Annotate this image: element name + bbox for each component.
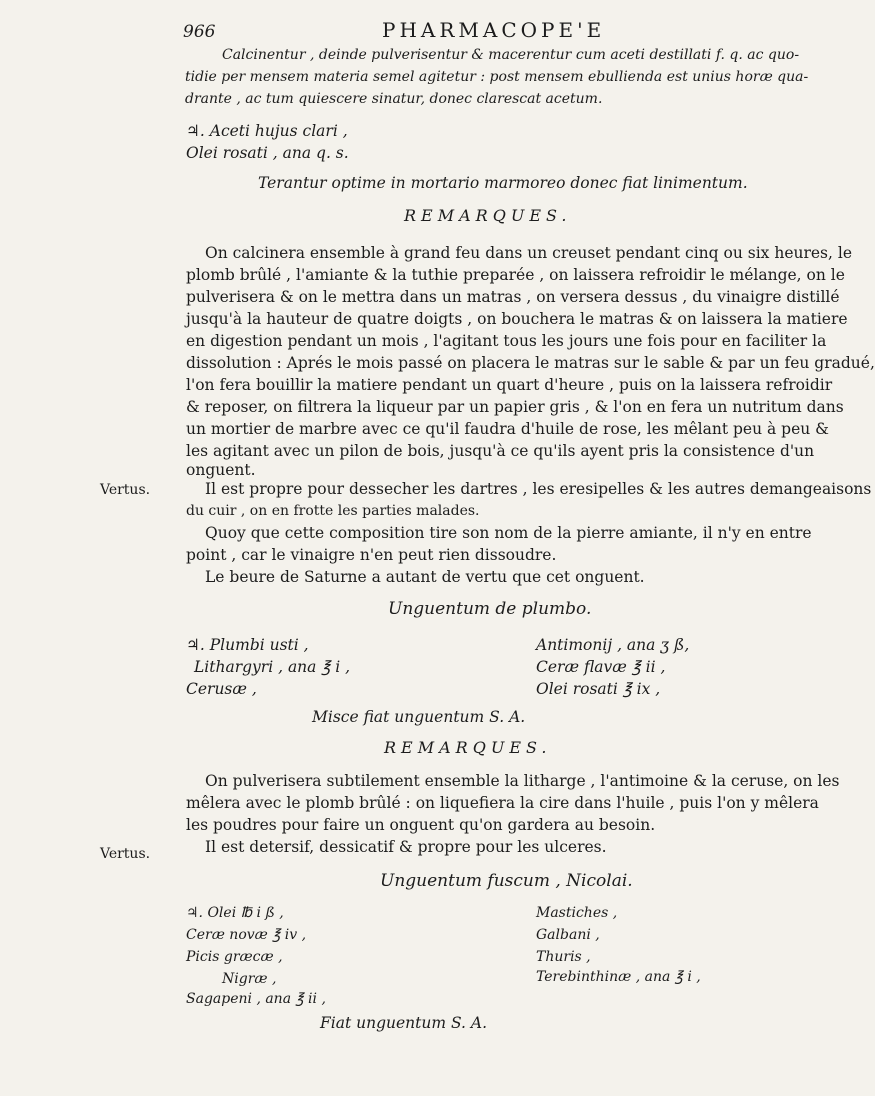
paragraph-line: Quoy que cette composition tire son nom de la pierre amiante, il n'y en entre: [205, 524, 812, 542]
paragraph-line: Le beure de Saturne a autant de vertu que cet onguent.: [205, 568, 645, 586]
recipe-line: Galbani ,: [536, 927, 600, 943]
recipe-line: Mastiches ,: [536, 905, 618, 921]
recipe-line: Thuris ,: [536, 949, 591, 965]
recipe-instruction: Fiat unguentum S. A.: [320, 1014, 488, 1032]
remarques-line: en digestion pendant un mois , l'agitant tous les jours une fois pour en faciliter la: [186, 332, 827, 350]
page-number: 966: [183, 22, 216, 42]
recipe-line: Cerusæ ,: [186, 680, 257, 698]
recipe-line: Antimonij , ana ʒ ß,: [536, 636, 690, 654]
recipe-line: Olei rosati ℥ ix ,: [536, 680, 661, 698]
recipe-instruction: Terantur optime in mortario marmoreo donec fiat linimentum.: [258, 174, 748, 192]
remarques-heading: REMARQUES.: [384, 738, 552, 757]
recipe-line: Sagapeni , ana ℥ ii ,: [186, 991, 326, 1007]
remarques-line: dissolution : Aprés le mois passé on placera le matras sur le sable & par un feu gradué,: [186, 354, 875, 372]
remarques-line: les agitant avec un pilon de bois, jusqu'à ce qu'ils ayent pris la consistence d'un: [186, 442, 815, 460]
intro-latin-line: tidie per mensem materia semel agitetur : post mensem ebullienda est unius horæ qua-: [185, 69, 809, 85]
intro-latin-line: drante , ac tum quiescere sinatur, donec clarescat acetum.: [185, 91, 603, 107]
recipe-line: Ceræ flavæ ℥ ii ,: [536, 658, 666, 676]
remarques-line: On pulverisera subtilement ensemble la litharge , l'antimoine & la ceruse, on les: [205, 772, 840, 790]
recipe-line: Terebinthinæ , ana ℥ i ,: [536, 969, 701, 985]
recipe-line: Lithargyri , ana ℥ i ,: [194, 658, 351, 676]
recipe-line: ♃. Plumbi usti ,: [186, 636, 309, 654]
remarques-line: l'on fera bouillir la matiere pendant un quart d'heure , puis on la laissera refroidir: [186, 376, 833, 394]
remarques-line: & reposer, on filtrera la liqueur par un papier gris , & l'on en fera un nutritum dans: [186, 398, 844, 416]
remarques-line: On calcinera ensemble à grand feu dans un creuset pendant cinq ou six heures, le: [205, 244, 852, 262]
remarques-line: jusqu'à la hauteur de quatre doigts , on bouchera le matras & on laissera la matiere: [186, 310, 848, 328]
margin-note-vertus: Vertus.: [100, 482, 151, 498]
recipe-title: Unguentum fuscum , Nicolai.: [380, 871, 633, 891]
remarques-line: plomb brûlé , l'amiante & la tuthie preparée , on laissera refroidir le mélange, on le: [186, 266, 845, 284]
remarques-line: un mortier de marbre avec ce qu'il faudra d'huile de rose, les mêlant peu à peu &: [186, 420, 829, 438]
remarques-heading: REMARQUES.: [404, 206, 572, 225]
vertus-line: Il est detersif, dessicatif & propre pour les ulceres.: [205, 838, 607, 856]
remarques-line: mêlera avec le plomb brûlé : on liquefiera la cire dans l'huile , puis l'on y mêlera: [186, 794, 819, 812]
margin-note-vertus: Vertus.: [100, 846, 151, 862]
remarques-line: pulverisera & on le mettra dans un matras , on versera dessus , du vinaigre distillé: [186, 288, 840, 306]
paragraph-line: point , car le vinaigre n'en peut rien dissoudre.: [186, 546, 557, 564]
recipe-line: Olei rosati , ana q. s.: [186, 144, 349, 162]
vertus-line: Il est propre pour dessecher les dartres , les eresipelles & les autres demangeaisons: [205, 480, 872, 498]
recipe-line: Picis græcæ ,: [186, 949, 283, 965]
recipe-line: ♃. Aceti hujus clari ,: [186, 122, 348, 140]
intro-latin-line: Calcinentur , deinde pulverisentur & macerentur cum aceti destillati f. q. ac quo-: [222, 47, 800, 63]
recipe-line: Ceræ novæ ℥ iv ,: [186, 927, 307, 943]
recipe-line: ♃. Olei ℔ i ß ,: [186, 905, 284, 921]
recipe-instruction: Misce fiat unguentum S. A.: [312, 708, 526, 726]
recipe-line: Nigræ ,: [222, 971, 277, 987]
remarques-line: onguent.: [186, 461, 256, 479]
running-title: PHARMACOPE'E: [382, 18, 606, 42]
remarques-line: les poudres pour faire un onguent qu'on gardera au besoin.: [186, 816, 656, 834]
recipe-title: Unguentum de plumbo.: [388, 599, 592, 619]
vertus-line: du cuir , on en frotte les parties malades.: [186, 503, 480, 519]
